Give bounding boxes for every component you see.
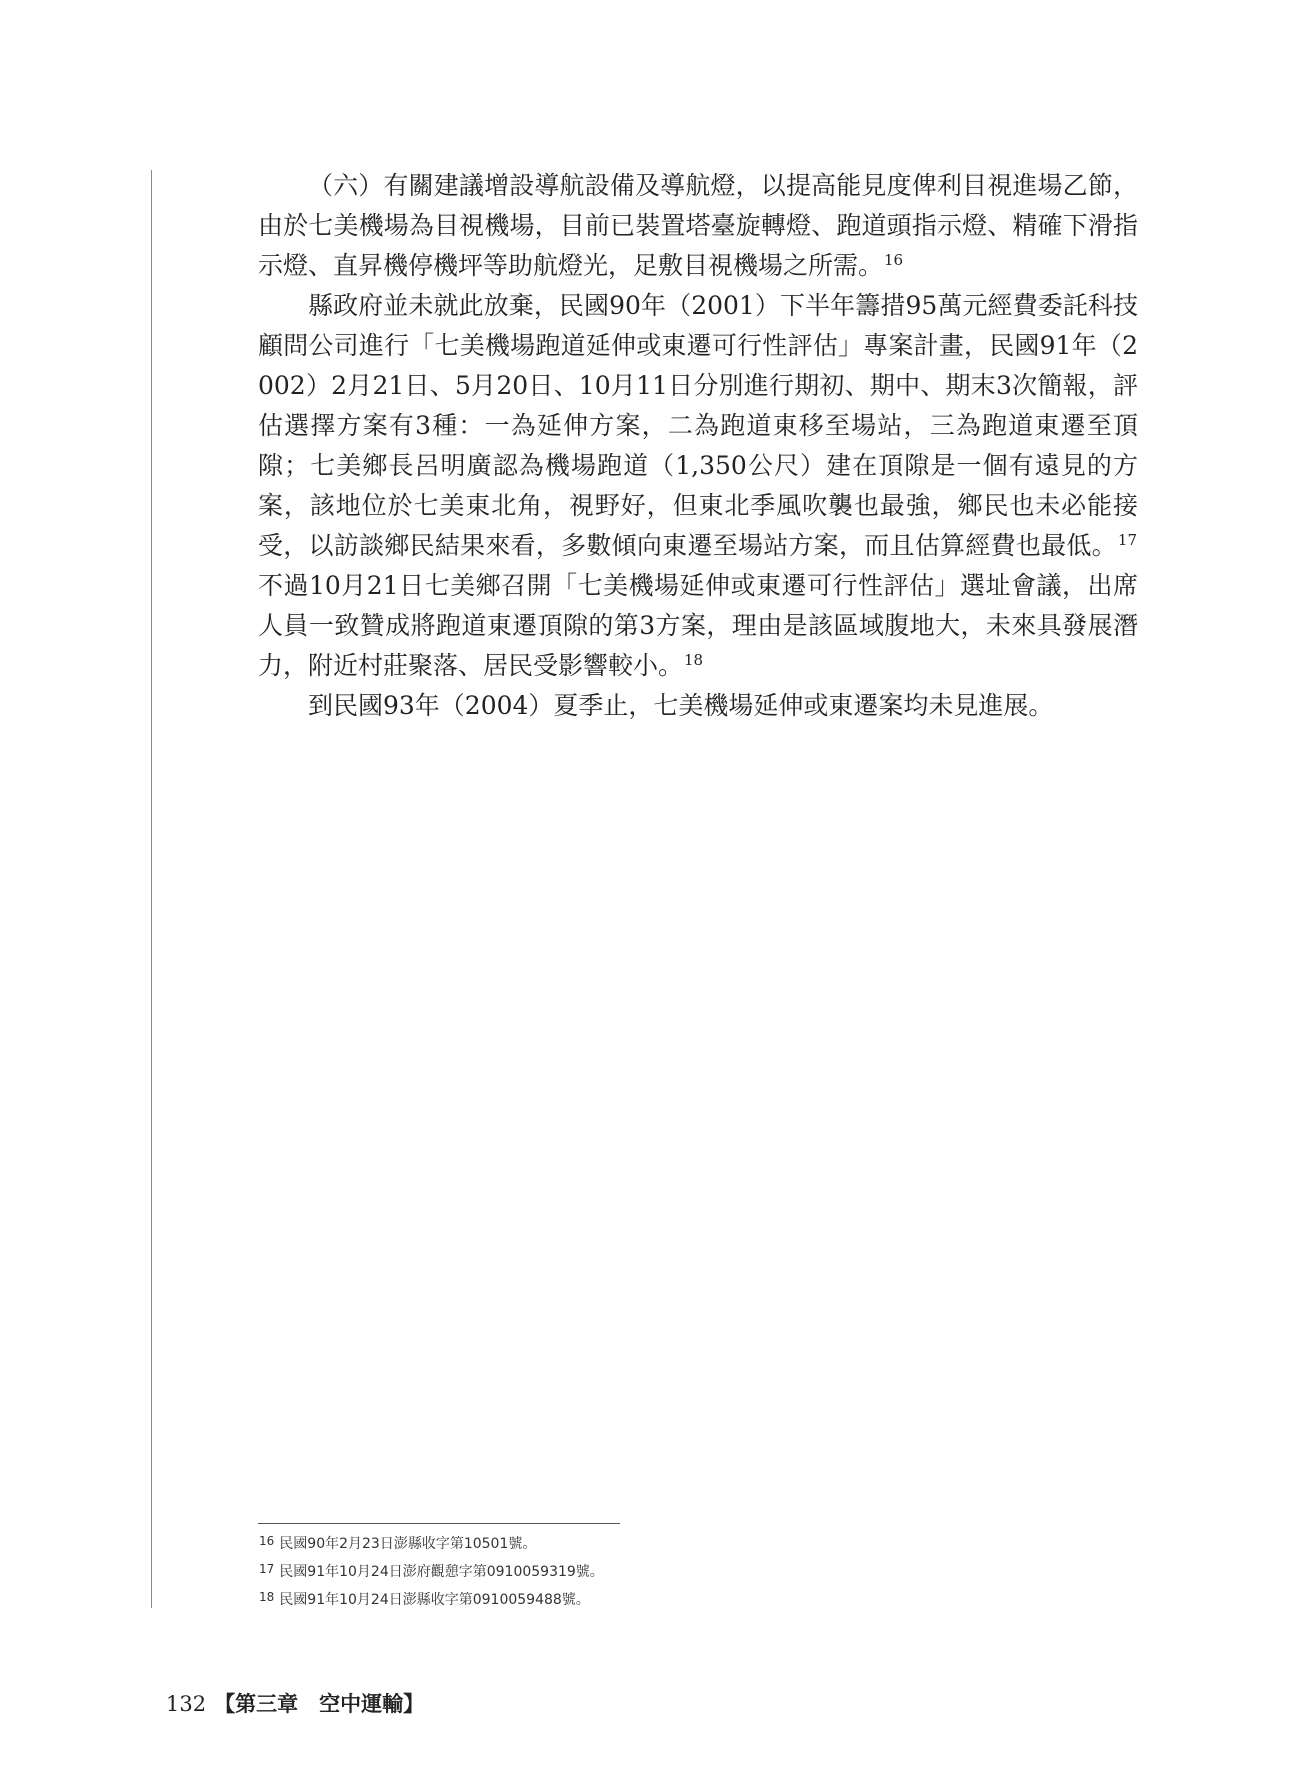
footnote (258, 1530, 958, 1558)
footnote-text: 民國90年2月23日澎縣收字第10501號。 (279, 1536, 537, 1552)
footnote-number: 16 (259, 1534, 275, 1548)
footnote-separator (258, 1523, 620, 1524)
footnote-ref: 18 (684, 650, 704, 669)
paragraph-text: （六）有關建議增設導航設備及導航燈，以提高能見度俾利目視進場乙節，由於七美機場為目視機場，目前已裝置塔臺旋轉燈、跑道頭指示燈、精確下滑指示燈、直昇機停機坪等助航燈光，足敷目視機場之所需。 (258, 171, 1138, 280)
page-number: 132 (166, 1692, 207, 1716)
paragraph (258, 166, 1138, 286)
chapter-title: 【第三章 空中運輸】 (214, 1691, 425, 1716)
footnote-text: 民國91年10月24日澎縣收字第0910059488號。 (279, 1592, 590, 1608)
page-footer (166, 1688, 424, 1718)
footnote-text: 民國91年10月24日澎府觀憩字第0910059319號。 (279, 1564, 604, 1580)
paragraph (258, 686, 1138, 726)
margin-rule (151, 170, 152, 1608)
footnote-number: 17 (259, 1562, 275, 1576)
paragraph (258, 286, 1138, 686)
footnote-number: 18 (259, 1590, 275, 1604)
footnote-ref: 17 (1117, 530, 1137, 549)
footnote-ref: 16 (884, 250, 904, 269)
paragraph-text: 縣政府並未就此放棄，民國90年（2001）下半年籌措95萬元經費委託科技顧問公司進行「七美機場跑道延伸或東遷可行性評估」專案計畫，民國91年（2002）2月21日、5月20日、10月11日分別進行期初、期中、期末3次簡報，評估選擇方案有3種：一為延伸方案，二為跑道東移至場站，三為跑道東遷至頂隙；七美鄉長呂明廣認為機場跑道（1,350公尺）建在頂隙是一個有遠見的方案，該地位於七美東北角，視野好，但東北季風吹襲也最強，鄉民也未必能接受，以訪談鄉民結果來看，多數傾向東遷至場站方案，而且估算經費也最低。 (258, 291, 1138, 560)
footnote (258, 1586, 958, 1614)
paragraph-text: 不過10月21日七美鄉召開「七美機場延伸或東遷可行性評估」選址會議，出席人員一致贊成將跑道東遷頂隙的第3方案，理由是該區域腹地大，未來具發展潛力，附近村莊聚落、居民受影響較小。 (258, 571, 1138, 680)
body-text (258, 166, 1138, 726)
paragraph-text: 到民國93年（2004）夏季止，七美機場延伸或東遷案均未見進展。 (308, 691, 1054, 720)
footnote (258, 1558, 958, 1586)
footnotes (258, 1530, 958, 1614)
